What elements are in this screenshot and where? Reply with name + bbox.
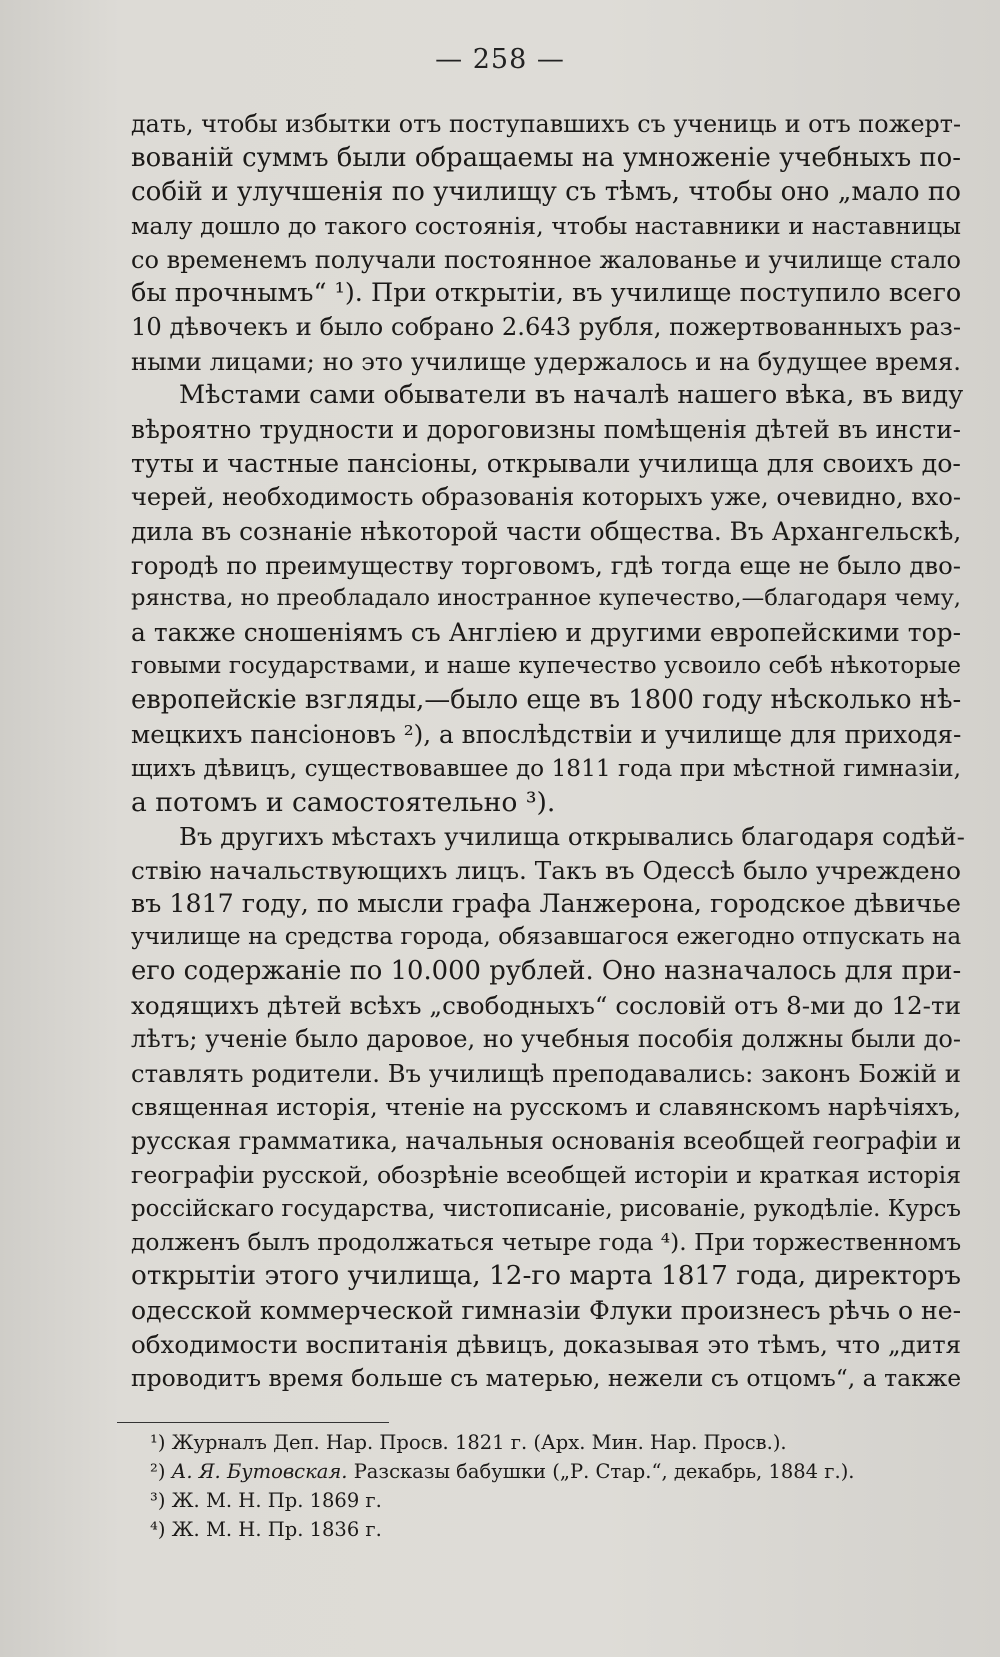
text-line: черей, необходимость образованія которыхъ уже, очевидно, вхо- bbox=[131, 482, 961, 511]
text-line: географіи русской, обозрѣніе всеобщей исторіи и краткая исторія bbox=[131, 1160, 961, 1189]
text-line: вованій суммъ были обращаемы на умноженіе учебныхъ по- bbox=[131, 142, 961, 173]
text-line: собій и улучшенія по училищу съ тѣмъ, чтобы оно „мало по bbox=[131, 176, 961, 207]
text-line: училище на средства города, обязавшагося ежегодно отпускать на bbox=[131, 924, 962, 951]
footnote bbox=[150, 1428, 930, 1457]
paragraph bbox=[131, 820, 965, 1396]
text-line: обходимости воспитанія дѣвицъ, доказывая это тѣмъ, что „дитя bbox=[131, 1330, 962, 1360]
footnote-text: Журналъ Деп. Нар. Просв. 1821 г. (Арх. Мин. Нар. Просв.). bbox=[171, 1431, 787, 1454]
footnote-mark: ²) bbox=[150, 1460, 166, 1483]
body-text bbox=[131, 108, 965, 1396]
text-line: ходящихъ дѣтей всѣхъ „свободныхъ“ сословій отъ 8-ми до 12-ти bbox=[131, 991, 961, 1021]
text-line: мецкихъ пансіоновъ ²), а впослѣдствіи и училище для приходя- bbox=[131, 720, 962, 750]
text-line: россійскаго государства, чистописаніе, рисованіе, рукодѣліе. Курсъ bbox=[131, 1195, 961, 1222]
text-line: священная исторія, чтеніе на русскомъ и славянскомъ нарѣчіяхъ, bbox=[131, 1092, 961, 1121]
text-line: его содержаніе по 10.000 рублей. Оно назначалось для при- bbox=[131, 956, 962, 987]
text-line: долженъ былъ продолжаться четыре года ⁴). При торжественномъ bbox=[131, 1228, 962, 1257]
footnote-mark: ³) bbox=[150, 1489, 166, 1512]
footnote bbox=[150, 1457, 930, 1486]
text-line: а также сношеніямъ съ Англіею и другими европейскими тор- bbox=[131, 618, 961, 648]
text-line: говыми государствами, и наше купечество усвоило себѣ нѣкоторые bbox=[131, 653, 961, 680]
text-line: въ 1817 году, по мысли графа Ланжерона, городское дѣвичье bbox=[131, 889, 961, 919]
text-line: одесской коммерческой гимназіи Флуки произнесъ рѣчь о не- bbox=[131, 1296, 962, 1326]
footnote bbox=[150, 1515, 930, 1544]
text-line: русская грамматика, начальныя основанія всеобщей географіи и bbox=[131, 1126, 962, 1155]
text-line: туты и частные пансіоны, открывали училища для своихъ до- bbox=[131, 447, 961, 478]
text-line: ставлять родители. Въ училищѣ преподавались: законъ Божій и bbox=[131, 1058, 961, 1088]
footnote bbox=[150, 1486, 930, 1515]
text-line: 10 дѣвочекъ и было собрано 2.643 рубля, пожертвованныхъ раз- bbox=[131, 313, 961, 342]
text-line: лѣтъ; ученіе было даровое, но учебныя пособія должны были до- bbox=[131, 1025, 961, 1054]
text-line: ными лицами; но это училище удержалось и на будущее время. bbox=[131, 347, 961, 377]
text-line: Въ другихъ мѣстахъ училища открывались благодаря содѣй- bbox=[179, 821, 965, 851]
text-line: вѣроятно трудности и дороговизны помѣщенія дѣтей въ инсти- bbox=[131, 415, 961, 445]
text-line: европейскіе взгляды,—было еще въ 1800 году нѣсколько нѣ- bbox=[131, 685, 962, 716]
paragraph bbox=[131, 379, 964, 820]
text-line: проводитъ время больше съ матерью, нежели съ отцомъ“, а также bbox=[131, 1363, 962, 1392]
footnote-mark: ⁴) bbox=[150, 1518, 166, 1541]
text-line: щихъ дѣвицъ, существовавшее до 1811 года при мѣстной гимназіи, bbox=[131, 754, 961, 782]
text-line: а потомъ и самостоятельно ³). bbox=[131, 786, 556, 818]
text-line: рянства, но преобладало иностранное купечество,—благодаря чему, bbox=[131, 585, 961, 612]
text-line: Мѣстами сами обыватели въ началѣ нашего вѣка, въ виду bbox=[179, 380, 964, 411]
footnote-author: А. Я. Бутовская. bbox=[171, 1460, 348, 1483]
text-line: дила въ сознаніе нѣкоторой части общества. Въ Архангельскѣ, bbox=[131, 516, 962, 546]
text-line: дать, чтобы избытки отъ поступавшихъ съ учениць и отъ пожерт- bbox=[131, 110, 961, 138]
text-line: малу дошло до такого состоянія, чтобы наставники и наставницы bbox=[131, 211, 961, 240]
footnotes bbox=[150, 1428, 930, 1544]
footnote-text: Ж. М. Н. Пр. 1869 г. bbox=[171, 1489, 382, 1512]
footnote-divider bbox=[117, 1422, 389, 1423]
text-line: открытіи этого училища, 12-го марта 1817 года, директоръ bbox=[131, 1261, 961, 1292]
text-line: ствію начальствующихъ лицъ. Такъ въ Одессѣ было учреждено bbox=[131, 855, 961, 885]
text-line: со временемъ получали постоянное жалованье и училище стало bbox=[131, 245, 961, 274]
paragraph bbox=[131, 108, 961, 379]
footnote-text: Ж. М. Н. Пр. 1836 г. bbox=[171, 1518, 382, 1541]
footnote-mark: ¹) bbox=[150, 1431, 166, 1454]
footnote-text: Разсказы бабушки („Р. Стар.“, декабрь, 1884 г.). bbox=[353, 1460, 855, 1483]
text-line: городѣ по преимуществу торговомъ, гдѣ тогда еще не было дво- bbox=[131, 550, 961, 580]
page-number: — 258 — bbox=[435, 44, 565, 75]
text-line: бы прочнымъ“ ¹). При открытіи, въ училище поступило всего bbox=[131, 278, 962, 309]
